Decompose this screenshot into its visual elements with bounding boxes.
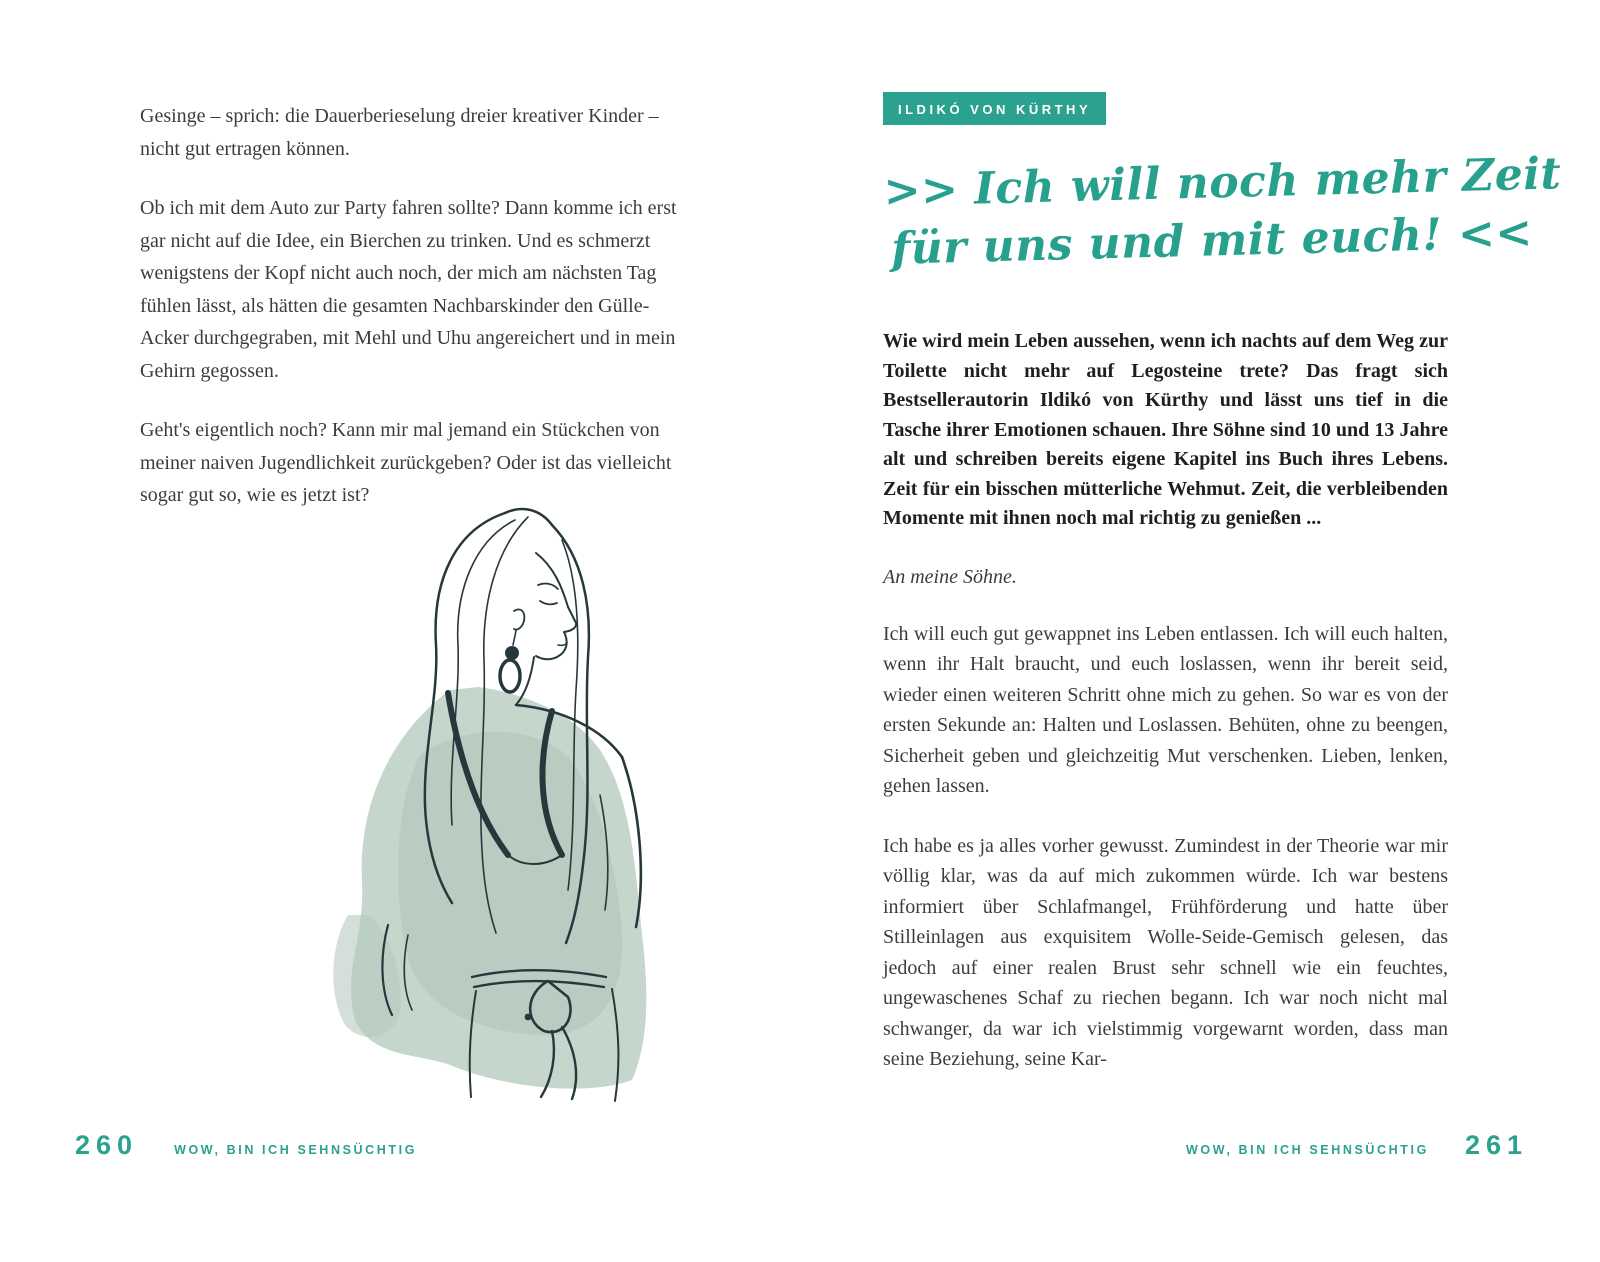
woman-sketch-svg	[300, 495, 700, 1110]
pull-quote	[883, 148, 1562, 279]
intro-paragraph: Wie wird mein Leben aussehen, wenn ich nachts auf dem Weg zur Toilette nicht mehr auf Legosteine trete? Das fragt sich Bestsellerautorin Ildikó von Kürthy und lässt uns tief in die Tasche ihrer Emotionen schauen. Ihre Söhne sind 10 und 13 Jahre alt und schreiben bereits eigene Kapitel ins Buch ihres Lebens. Zeit für ein bisschen mütterliche Wehmut. Zeit, die verbleibenden Momente mit ihnen noch mal richtig zu genießen ...	[883, 330, 1448, 530]
paragraph: Geht's eigentlich noch? Kann mir mal jemand ein Stückchen von meiner naiven Jugendlichkeit zurückgeben? Oder ist das vielleicht sogar gut so, wie es jetzt ist?	[140, 419, 672, 506]
page-number: 261	[1464, 1130, 1528, 1160]
running-title: WOW, BIN ICH SEHNSÜCHTIG	[174, 1143, 418, 1157]
eyebrow	[538, 584, 558, 589]
quote-line-2: für uns und mit euch! <<	[890, 207, 1534, 275]
closed-eye	[540, 601, 557, 604]
paragraph: Ob ich mit dem Auto zur Party fahren sollte? Dann komme ich erst gar nicht auf die Idee, ein Bierchen zu trinken. Und es schmerzt wenigstens der Kopf nicht auch noch, der mich am nächsten Tag fühlen lässt, als hätten die gesamten Nachbarskinder den Gülle-Acker durchgegraben, mit Mehl und Uhu angereichert und in mein Gehirn gegossen.	[140, 197, 677, 382]
button	[525, 1014, 532, 1021]
salutation: An meine Söhne.	[883, 565, 1017, 588]
right-footer	[1186, 1130, 1528, 1161]
paragraph: Gesinge – sprich: die Dauerberieselung dreier kreativer Kinder – nicht gut ertragen können.	[140, 105, 659, 160]
paragraph: Ich habe es ja alles vorher gewusst. Zumindest in der Theorie war mir völlig klar, was da auf mich zukommen würde. Ich war bestens informiert über Schlafmangel, Frühförderung und hatte über Stilleinlagen aus exquisitem Wolle-Seide-Gemisch gelesen, das jedoch auf einer realen Brust sehr schnell wie ein feuchtes, ungewaschenes Schaf zu riechen begann. Ich war noch nicht mal schwanger, da war ich vielstimmig vorgewarnt worden, dass man seine Beziehung, seine Kar-	[883, 834, 1448, 1071]
ear	[514, 609, 524, 629]
paragraph: Ich will euch gut gewappnet ins Leben entlassen. Ich will euch halten, wenn ihr Halt braucht, und euch loslassen, wenn ihr bereit seid, wieder einen weiteren Schritt ohne mich zu gehen. So war es von der ersten Sekunde an: Halten und Loslassen. Behüten, ohne zu beengen, Sicherheit geben und gleichzeitig Mut verschenken. Lieben, lenken, gehen lassen.	[883, 622, 1448, 798]
earring-hoop	[500, 660, 520, 692]
quote-line-1: >> Ich will noch mehr Zeit	[883, 148, 1562, 217]
right-page-text	[883, 92, 1562, 1104]
left-footer	[75, 1130, 417, 1161]
left-page-text	[140, 100, 696, 539]
woman-illustration	[300, 495, 700, 1110]
author-tag: ILDIKÓ VON KÜRTHY	[883, 92, 1106, 125]
page-number: 260	[75, 1130, 139, 1160]
earring-bead	[505, 646, 519, 660]
earring-link	[513, 631, 516, 645]
running-title: WOW, BIN ICH SEHNSÜCHTIG	[1185, 1143, 1429, 1157]
